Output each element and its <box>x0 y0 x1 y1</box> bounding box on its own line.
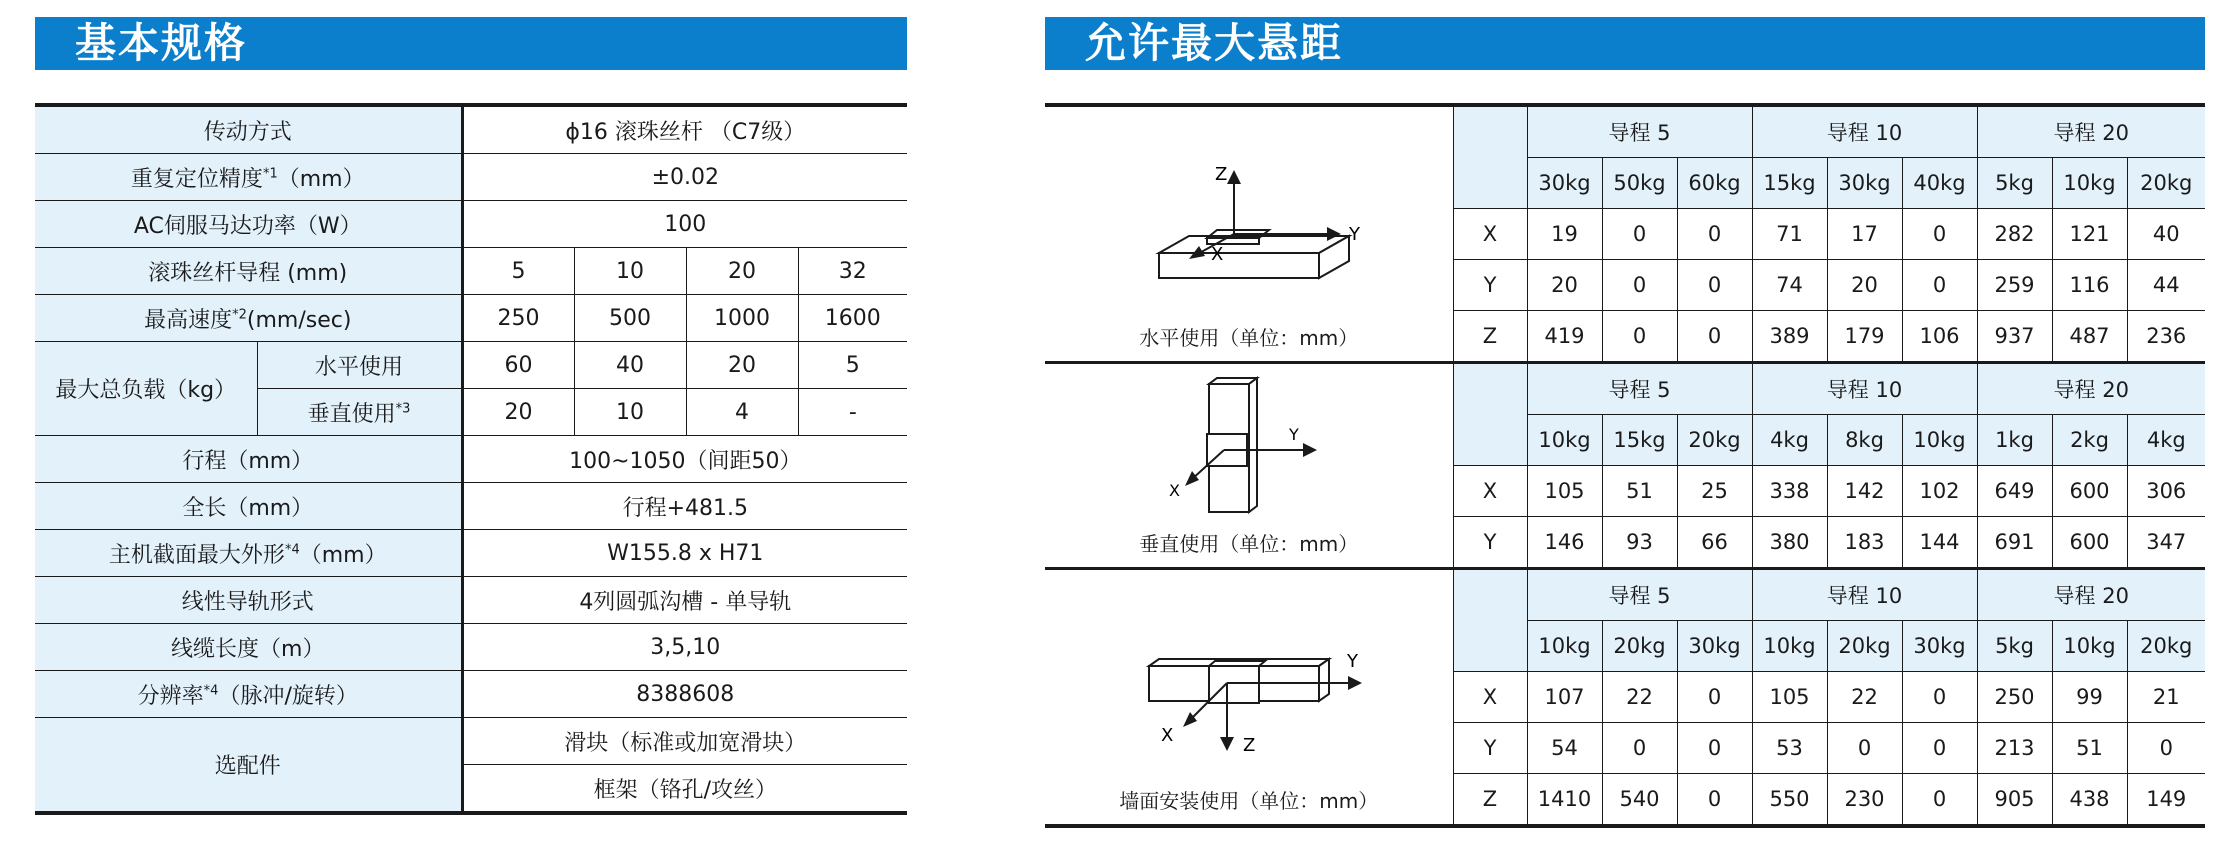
value-cell: 142 <box>1827 466 1902 517</box>
load-label: 最大总负载（kg） <box>35 342 257 436</box>
axis-label-y: Y <box>1348 224 1360 245</box>
repeat-value: ±0.02 <box>462 154 907 201</box>
speed-label-cell <box>35 295 462 342</box>
value-cell: 71 <box>1752 209 1827 260</box>
value-cell: 20 <box>1527 260 1602 311</box>
value-cell: 99 <box>2052 672 2127 723</box>
load-vertical-value: 4 <box>686 389 798 436</box>
value-cell: 53 <box>1752 723 1827 774</box>
value-cell: 25 <box>1677 466 1752 517</box>
load-vertical-value: 20 <box>462 389 574 436</box>
speed-value: 1600 <box>798 295 907 342</box>
value-cell: 487 <box>2052 311 2127 363</box>
table-row <box>35 154 907 201</box>
value-cell: 0 <box>1602 209 1677 260</box>
axis-cell: Y <box>1453 723 1527 774</box>
cable-value: 3,5,10 <box>462 624 907 671</box>
value-cell: 54 <box>1527 723 1602 774</box>
axis-cell: Z <box>1453 774 1527 827</box>
value-cell: 0 <box>1677 774 1752 827</box>
lead-label: 滚珠丝杆导程 (mm) <box>35 248 462 295</box>
option-label: 选配件 <box>35 718 462 814</box>
value-cell: 438 <box>2052 774 2127 827</box>
value-cell: 389 <box>1752 311 1827 363</box>
value-cell: 691 <box>1977 517 2052 569</box>
load-header: 20kg <box>1827 621 1902 672</box>
value-cell: 306 <box>2127 466 2205 517</box>
value-cell: 51 <box>1602 466 1677 517</box>
axis-cell: Z <box>1453 311 1527 363</box>
value-cell: 0 <box>1902 672 1977 723</box>
lead-header: 导程 5 <box>1527 105 1752 158</box>
load-vertical-value: - <box>798 389 907 436</box>
resolution-value: 8388608 <box>462 671 907 718</box>
wall-figure-cell <box>1045 569 1453 827</box>
value-cell: 600 <box>2052 466 2127 517</box>
table-row <box>35 624 907 671</box>
overhang-table <box>1045 103 2205 828</box>
load-header: 20kg <box>2127 621 2205 672</box>
load-header: 20kg <box>1602 621 1677 672</box>
value-cell: 44 <box>2127 260 2205 311</box>
value-cell: 649 <box>1977 466 2052 517</box>
value-cell: 19 <box>1527 209 1602 260</box>
option-value-frame: 框架（铬孔/攻丝） <box>462 765 907 814</box>
load-header: 10kg <box>1527 621 1602 672</box>
value-cell: 0 <box>1602 311 1677 363</box>
value-cell: 550 <box>1752 774 1827 827</box>
value-cell: 0 <box>1827 723 1902 774</box>
value-cell: 213 <box>1977 723 2052 774</box>
speed-note: *2 <box>232 307 247 323</box>
section-value: W155.8 x H71 <box>462 530 907 577</box>
load-header: 1kg <box>1977 415 2052 466</box>
table-row <box>35 436 907 483</box>
load-header: 40kg <box>1902 158 1977 209</box>
load-header: 10kg <box>1902 415 1977 466</box>
section-unit: （mm） <box>299 542 387 568</box>
load-horizontal-value: 20 <box>686 342 798 389</box>
load-horizontal-value: 5 <box>798 342 907 389</box>
axis-label-y: Y <box>1288 425 1299 444</box>
lead-header: 导程 10 <box>1752 569 1977 621</box>
load-vertical-note: *3 <box>395 401 411 417</box>
load-header: 60kg <box>1677 158 1752 209</box>
table-row <box>35 248 907 295</box>
value-cell: 347 <box>2127 517 2205 569</box>
table-row <box>35 295 907 342</box>
load-header: 5kg <box>1977 158 2052 209</box>
section-note: *4 <box>284 542 300 558</box>
length-label: 全长（mm） <box>35 483 462 530</box>
repeat-unit: （mm） <box>277 166 365 192</box>
resolution-label-cell <box>35 671 462 718</box>
lead-header: 导程 20 <box>1977 105 2205 158</box>
value-cell: 0 <box>1602 723 1677 774</box>
value-cell: 106 <box>1902 311 1977 363</box>
table-row <box>35 530 907 577</box>
axis-header-blank <box>1453 569 1527 672</box>
axis-header-blank <box>1453 105 1527 209</box>
load-header: 20kg <box>2127 158 2205 209</box>
value-cell: 21 <box>2127 672 2205 723</box>
motor-label: AC伺服马达功率（W） <box>35 201 462 248</box>
table-row <box>35 577 907 624</box>
value-cell: 74 <box>1752 260 1827 311</box>
value-cell: 0 <box>1602 260 1677 311</box>
value-cell: 937 <box>1977 311 2052 363</box>
value-cell: 0 <box>1677 311 1752 363</box>
value-cell: 146 <box>1527 517 1602 569</box>
lead-header: 导程 20 <box>1977 363 2205 415</box>
value-cell: 149 <box>2127 774 2205 827</box>
value-cell: 0 <box>1677 260 1752 311</box>
value-cell: 20 <box>1827 260 1902 311</box>
vertical-caption: 垂直使用（单位：mm） <box>1139 532 1359 556</box>
speed-value: 1000 <box>686 295 798 342</box>
value-cell: 105 <box>1527 466 1602 517</box>
load-header: 10kg <box>2052 158 2127 209</box>
stroke-value: 100~1050（间距50） <box>462 436 907 483</box>
resolution-unit: （脉冲/旋转） <box>218 683 358 709</box>
value-cell: 107 <box>1527 672 1602 723</box>
value-cell: 250 <box>1977 672 2052 723</box>
load-header: 8kg <box>1827 415 1902 466</box>
value-cell: 259 <box>1977 260 2052 311</box>
rail-value: 4列圆弧沟槽 - 单导轨 <box>462 577 907 624</box>
value-cell: 540 <box>1602 774 1677 827</box>
value-cell: 905 <box>1977 774 2052 827</box>
repeat-label: 重复定位精度 <box>130 166 263 192</box>
load-header: 2kg <box>2052 415 2127 466</box>
load-vertical-value: 10 <box>574 389 686 436</box>
drive-value: ϕ16 滚珠丝杆 （C7级） <box>462 105 907 154</box>
axis-label-x: X <box>1168 481 1180 500</box>
lead-header: 导程 20 <box>1977 569 2205 621</box>
value-cell: 338 <box>1752 466 1827 517</box>
value-cell: 116 <box>2052 260 2127 311</box>
load-header: 20kg <box>1677 415 1752 466</box>
spec-table <box>35 103 907 815</box>
vertical-figure-cell <box>1045 363 1453 569</box>
load-header: 30kg <box>1527 158 1602 209</box>
value-cell: 380 <box>1752 517 1827 569</box>
axis-cell: Y <box>1453 260 1527 311</box>
value-cell: 236 <box>2127 311 2205 363</box>
repeat-label-cell <box>35 154 462 201</box>
horizontal-figure-cell <box>1045 105 1453 363</box>
horizontal-caption: 水平使用（单位：mm） <box>1139 326 1359 350</box>
value-cell: 282 <box>1977 209 2052 260</box>
speed-value: 500 <box>574 295 686 342</box>
cable-label: 线缆长度（m） <box>35 624 462 671</box>
value-cell: 93 <box>1602 517 1677 569</box>
lead-value: 20 <box>686 248 798 295</box>
wall-caption: 墙面安装使用（单位：mm） <box>1119 789 1379 813</box>
load-header: 30kg <box>1827 158 1902 209</box>
value-cell: 66 <box>1677 517 1752 569</box>
load-header: 10kg <box>2052 621 2127 672</box>
load-header: 4kg <box>1752 415 1827 466</box>
table-row <box>35 671 907 718</box>
load-horizontal-value: 40 <box>574 342 686 389</box>
speed-value: 250 <box>462 295 574 342</box>
table-row <box>1045 569 2205 621</box>
value-cell: 105 <box>1752 672 1827 723</box>
vertical-use-diagram <box>1149 374 1349 514</box>
value-cell: 230 <box>1827 774 1902 827</box>
value-cell: 0 <box>1902 723 1977 774</box>
value-cell: 0 <box>1677 209 1752 260</box>
stroke-label: 行程（mm） <box>35 436 462 483</box>
table-row <box>35 342 907 389</box>
resolution-label: 分辨率 <box>137 683 204 709</box>
value-cell: 22 <box>1602 672 1677 723</box>
value-cell: 183 <box>1827 517 1902 569</box>
load-header: 50kg <box>1602 158 1677 209</box>
table-row <box>35 718 907 765</box>
value-cell: 419 <box>1527 311 1602 363</box>
axis-label-x: X <box>1210 244 1224 265</box>
load-vertical-label-cell <box>257 389 462 436</box>
resolution-note: *4 <box>203 683 219 699</box>
value-cell: 144 <box>1902 517 1977 569</box>
value-cell: 0 <box>1677 672 1752 723</box>
load-header: 5kg <box>1977 621 2052 672</box>
rail-label: 线性导轨形式 <box>35 577 462 624</box>
value-cell: 102 <box>1902 466 1977 517</box>
value-cell: 121 <box>2052 209 2127 260</box>
axis-label-x: X <box>1160 725 1174 746</box>
value-cell: 51 <box>2052 723 2127 774</box>
table-row <box>35 483 907 530</box>
axis-cell: X <box>1453 466 1527 517</box>
value-cell: 1410 <box>1527 774 1602 827</box>
axis-label-z: Z <box>1242 735 1256 756</box>
overhang-title-band <box>1045 17 2205 70</box>
value-cell: 0 <box>1902 260 1977 311</box>
axis-cell: Y <box>1453 517 1527 569</box>
value-cell: 0 <box>1902 774 1977 827</box>
table-row <box>1045 363 2205 415</box>
overhang-title: 允许最大悬距 <box>1085 19 1343 67</box>
drive-label: 传动方式 <box>35 105 462 154</box>
length-value: 行程+481.5 <box>462 483 907 530</box>
load-header: 30kg <box>1902 621 1977 672</box>
spec-title-band <box>35 17 907 70</box>
motor-value: 100 <box>462 201 907 248</box>
lead-value: 5 <box>462 248 574 295</box>
option-value-slider: 滑块（标准或加宽滑块） <box>462 718 907 765</box>
load-header: 15kg <box>1752 158 1827 209</box>
value-cell: 0 <box>2127 723 2205 774</box>
lead-value: 32 <box>798 248 907 295</box>
repeat-note: *1 <box>262 166 278 182</box>
table-row <box>1045 105 2205 158</box>
wall-mount-diagram <box>1119 631 1379 771</box>
axis-label-z: Z <box>1214 164 1228 185</box>
lead-value: 10 <box>574 248 686 295</box>
section-label: 主机截面最大外形 <box>108 542 285 568</box>
lead-header: 导程 5 <box>1527 569 1752 621</box>
value-cell: 40 <box>2127 209 2205 260</box>
load-header: 30kg <box>1677 621 1752 672</box>
axis-cell: X <box>1453 209 1527 260</box>
value-cell: 179 <box>1827 311 1902 363</box>
lead-header: 导程 10 <box>1752 105 1977 158</box>
load-header: 15kg <box>1602 415 1677 466</box>
value-cell: 22 <box>1827 672 1902 723</box>
load-vertical-label: 垂直使用 <box>307 401 396 427</box>
load-header: 4kg <box>2127 415 2205 466</box>
value-cell: 0 <box>1902 209 1977 260</box>
value-cell: 17 <box>1827 209 1902 260</box>
load-header: 10kg <box>1527 415 1602 466</box>
value-cell: 0 <box>1677 723 1752 774</box>
section-label-cell <box>35 530 462 577</box>
lead-header: 导程 10 <box>1752 363 1977 415</box>
speed-unit: (mm/sec) <box>246 307 352 333</box>
axis-header-blank <box>1453 363 1527 466</box>
spec-title: 基本规格 <box>75 19 247 67</box>
load-header: 10kg <box>1752 621 1827 672</box>
axis-cell: X <box>1453 672 1527 723</box>
speed-label: 最高速度 <box>144 307 233 333</box>
horizontal-use-diagram <box>1119 158 1379 308</box>
load-horizontal-label: 水平使用 <box>257 342 462 389</box>
lead-header: 导程 5 <box>1527 363 1752 415</box>
axis-label-y: Y <box>1346 651 1358 672</box>
value-cell: 600 <box>2052 517 2127 569</box>
load-horizontal-value: 60 <box>462 342 574 389</box>
table-row <box>35 105 907 154</box>
table-row <box>35 201 907 248</box>
